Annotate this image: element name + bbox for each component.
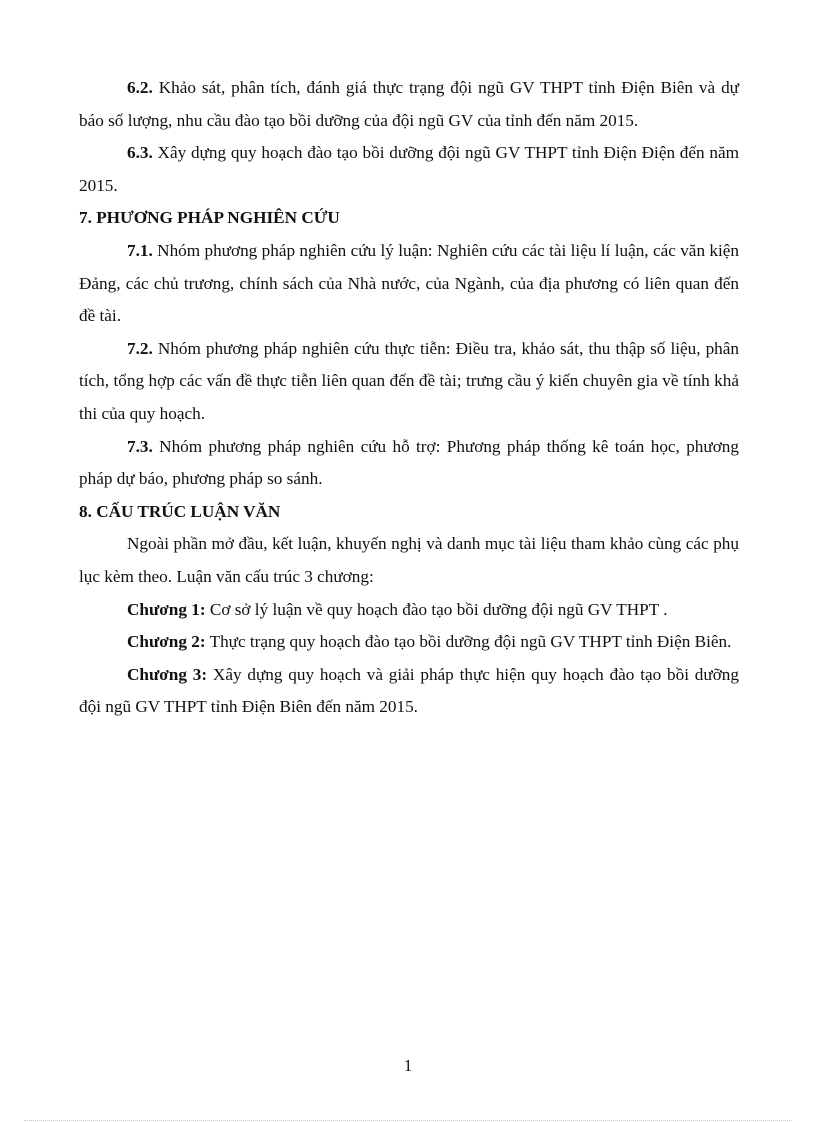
chapter-label: Chương 1: (127, 599, 206, 619)
section-6-2-paragraph (79, 72, 739, 137)
paragraph-text: Thực trạng quy hoạch đào tạo bồi dưỡng đội ngũ GV THPT tỉnh Điện Biên. (205, 632, 732, 652)
chapter-label: Chương 2: (127, 632, 206, 652)
section-7-2-paragraph (79, 333, 739, 431)
chapter-3-paragraph (79, 659, 739, 724)
section-number: 6.2. (127, 78, 153, 97)
paragraph-text: Nhóm phương pháp nghiên cứu lý luận: Nghiên cứu các tài liệu lí luận, các văn kiện Đảng, các chủ trương, chính sách của Nhà nước, của Ngành, của địa phương có liên quan đến đề tài. (79, 240, 739, 326)
paragraph-text: Khảo sát, phân tích, đánh giá thực trạng đội ngũ GV THPT tỉnh Điện Biên và dự báo số lượng, nhu cầu đào tạo bồi dưỡng của đội ngũ GV của tỉnh đến năm 2015. (79, 78, 739, 130)
section-number: 7.1. (127, 240, 153, 260)
section-number: 7.3. (127, 436, 153, 456)
section-6-3-paragraph (79, 137, 739, 202)
section-7-3-paragraph (79, 431, 739, 496)
body-text (79, 72, 739, 724)
structure-intro-paragraph (79, 528, 739, 593)
section-7-heading: 7. PHƯƠNG PHÁP NGHIÊN CỨU (79, 208, 340, 228)
paragraph-text: Nhóm phương pháp nghiên cứu thực tiễn: Điều tra, khảo sát, thu thập số liệu, phân tích, tổng hợp các vấn đề thực tiễn liên quan đến đề tài; trưng cầu ý kiến chuyên gia về tính khả thi của quy hoạch. (79, 338, 739, 423)
chapter-label: Chương 3: (127, 664, 208, 684)
paragraph-text: Nhóm phương pháp nghiên cứu hỗ trợ: Phương pháp thống kê toán học, phương pháp dự báo, phương pháp so sánh. (79, 436, 739, 489)
paragraph-text: Ngoài phần mở đầu, kết luận, khuyến nghị và danh mục tài liệu tham khảo cùng các phụ lục kèm theo. Luận văn cấu trúc 3 chương: (79, 534, 739, 586)
section-8-heading: 8. CẤU TRÚC LUẬN VĂN (79, 501, 281, 521)
page-number: 1 (403, 1056, 413, 1075)
section-number: 7.2. (127, 338, 153, 358)
section-number: 6.3. (127, 143, 153, 163)
paragraph-text: Xây dựng quy hoạch và giải pháp thực hiện quy hoạch đào tạo bồi dưỡng đội ngũ GV THPT tỉnh Điện Biên đến năm 2015. (79, 664, 739, 717)
paragraph-text: Cơ sở lý luận về quy hoạch đào tạo bồi dưỡng đội ngũ GV THPT . (205, 599, 668, 619)
paragraph-text: Xây dựng quy hoạch đào tạo bồi dưỡng đội ngũ GV THPT tỉnh Điện Điện đến năm 2015. (79, 143, 739, 195)
footer-divider (24, 1120, 792, 1121)
section-7-1-paragraph (79, 235, 739, 333)
chapter-1-paragraph (79, 594, 739, 627)
chapter-2-paragraph (79, 626, 739, 659)
